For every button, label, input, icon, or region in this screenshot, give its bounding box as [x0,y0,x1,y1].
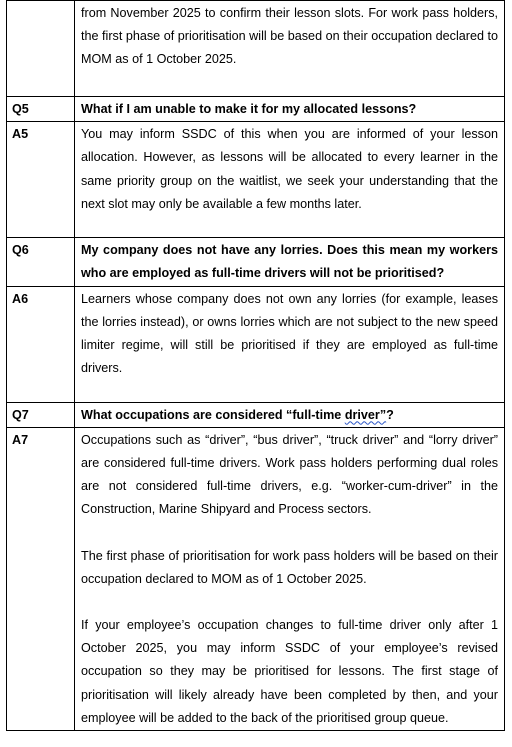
question-paragraph: My company does not have any lorries. Does this mean my workers who are employed as full-time drivers will not be prioritised? [81,243,498,281]
question-label: Q6 [7,238,75,286]
faq-row-q5 [7,97,505,122]
answer-paragraph: If your employee’s occupation changes to full-time driver only after 1 October 2025, you may inform SSDC of your employee’s revised occupation so they may be prioritised for lessons. The first stage of prioritisation will likely already have been completed by then, and your employee will be added to the back of the prioritised group queue. [81,618,498,725]
spelling-squiggle: driver” [344,407,387,422]
answer-text [75,1,505,97]
answer-text [75,286,505,402]
answer-paragraph: from November 2025 to confirm their lesson slots. For work pass holders, the first phase of prioritisation will be based on their occupation declared to MOM as of 1 October 2025. [81,6,498,67]
answer-label: A6 [7,286,75,402]
answer-paragraph: Learners whose company does not own any lorries (for example, leases the lorries instead), or owns lorries which are not subject to the new speed limiter regime, will still be prioritised if they are employed as full-time drivers. [81,291,498,376]
faq-row-a7 [7,427,505,730]
question-text [75,402,505,427]
question-paragraph: What occupations are considered “full-time driver”? [81,407,394,422]
faq-row-q7 [7,402,505,427]
answer-label: A7 [7,427,75,730]
faq-table [6,0,505,731]
question-text [75,238,505,286]
faq-row-q6 [7,238,505,286]
faq-row-a5 [7,122,505,238]
faq-row-continuation [7,1,505,97]
question-label: Q7 [7,402,75,427]
answer-label: A5 [7,122,75,238]
answer-text [75,122,505,238]
question-label: Q5 [7,97,75,122]
answer-paragraph: The first phase of prioritisation for work pass holders will be based on their occupation declared to MOM as of 1 October 2025. [81,548,498,586]
answer-paragraph: You may inform SSDC of this when you are informed of your lesson allocation. However, as lessons will be allocated to every learner in the same priority group on the waitlist, we seek your understanding that the next slot may only be available a few months later. [81,127,498,211]
faq-row-a6 [7,286,505,402]
row-label [7,1,75,97]
answer-text [75,427,505,730]
question-paragraph: What if I am unable to make it for my allocated lessons? [81,102,417,116]
question-text [75,97,505,122]
answer-paragraph: Occupations such as “driver”, “bus driver”, “truck driver” and “lorry driver” are considered full-time drivers. Work pass holders performing dual roles are not considered full-time drivers, e.g. “worker-cum-driver” in the Construction, Marine Shipyard and Process sectors. [81,432,498,517]
